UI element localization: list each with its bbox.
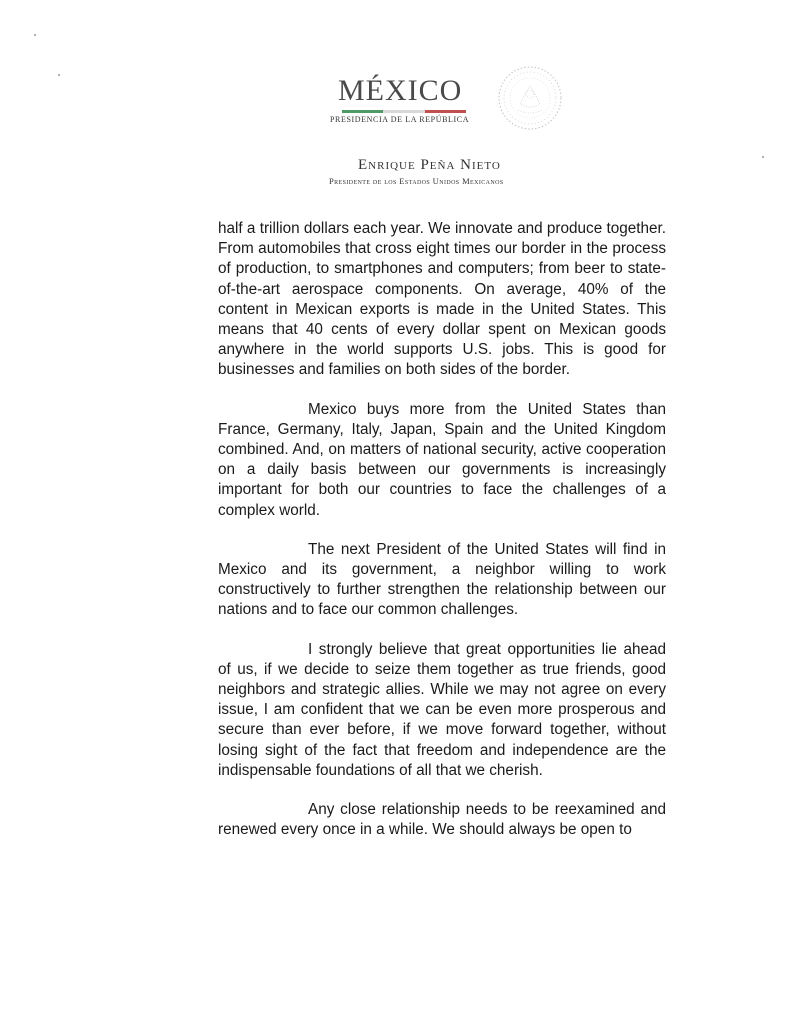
flag-red-stripe [425,110,466,113]
scan-speck [58,74,60,76]
scan-speck [34,34,36,36]
body-paragraph-1: half a trillion dollars each year. We innovate and produce together. From automobiles that cross eight times our border in the process of production, to smartphones and computers; from beer to state-of-the-art aerospace components. On average, 40% of the content in Mexican exports is made in the United States. This means that 40 cents of every dollar spent on Mexican goods anywhere in the world supports U.S. jobs. This is good for businesses and families on both sides of the border. [218,220,666,379]
body-paragraph-4: I strongly believe that great opportunities lie ahead of us, if we decide to seize them together as true friends, good neighbors and strategic allies. While we may not agree on every issue, I am confident that we can be even more prosperous and secure than ever before, if we move forward together, without losing sight of the fact that freedom and independence are the indispensable foundations of all that we cherish. [218,640,666,779]
body-paragraph-3: The next President of the United States will find in Mexico and its government, a neighbor willing to work constructively to further strengthen the relationship between our nations and to face our common challenges. [218,540,666,619]
president-title: Presidente de los Estados Unidos Mexicanos [329,176,504,186]
coat-of-arms-seal-icon [496,64,564,132]
flag-color-rule [342,110,466,113]
scan-speck [762,156,764,158]
letter-body [218,219,666,859]
president-name: Enrique Peña Nieto [358,157,501,173]
letterhead-country: MÉXICO [338,74,463,107]
body-paragraph-2: Mexico buys more from the United States than France, Germany, Italy, Japan, Spain and the United Kingdom combined. And, on matters of national security, active cooperation on a daily basis between our governments is increasingly important for both our countries to face the challenges of a complex world. [218,400,666,519]
flag-white-stripe [383,110,424,113]
body-paragraph-5: Any close relationship needs to be reexamined and renewed every once in a while. We should always be open to [218,801,666,839]
flag-green-stripe [342,110,383,113]
letterhead-presidency: PRESIDENCIA DE LA REPÚBLICA [330,115,470,124]
